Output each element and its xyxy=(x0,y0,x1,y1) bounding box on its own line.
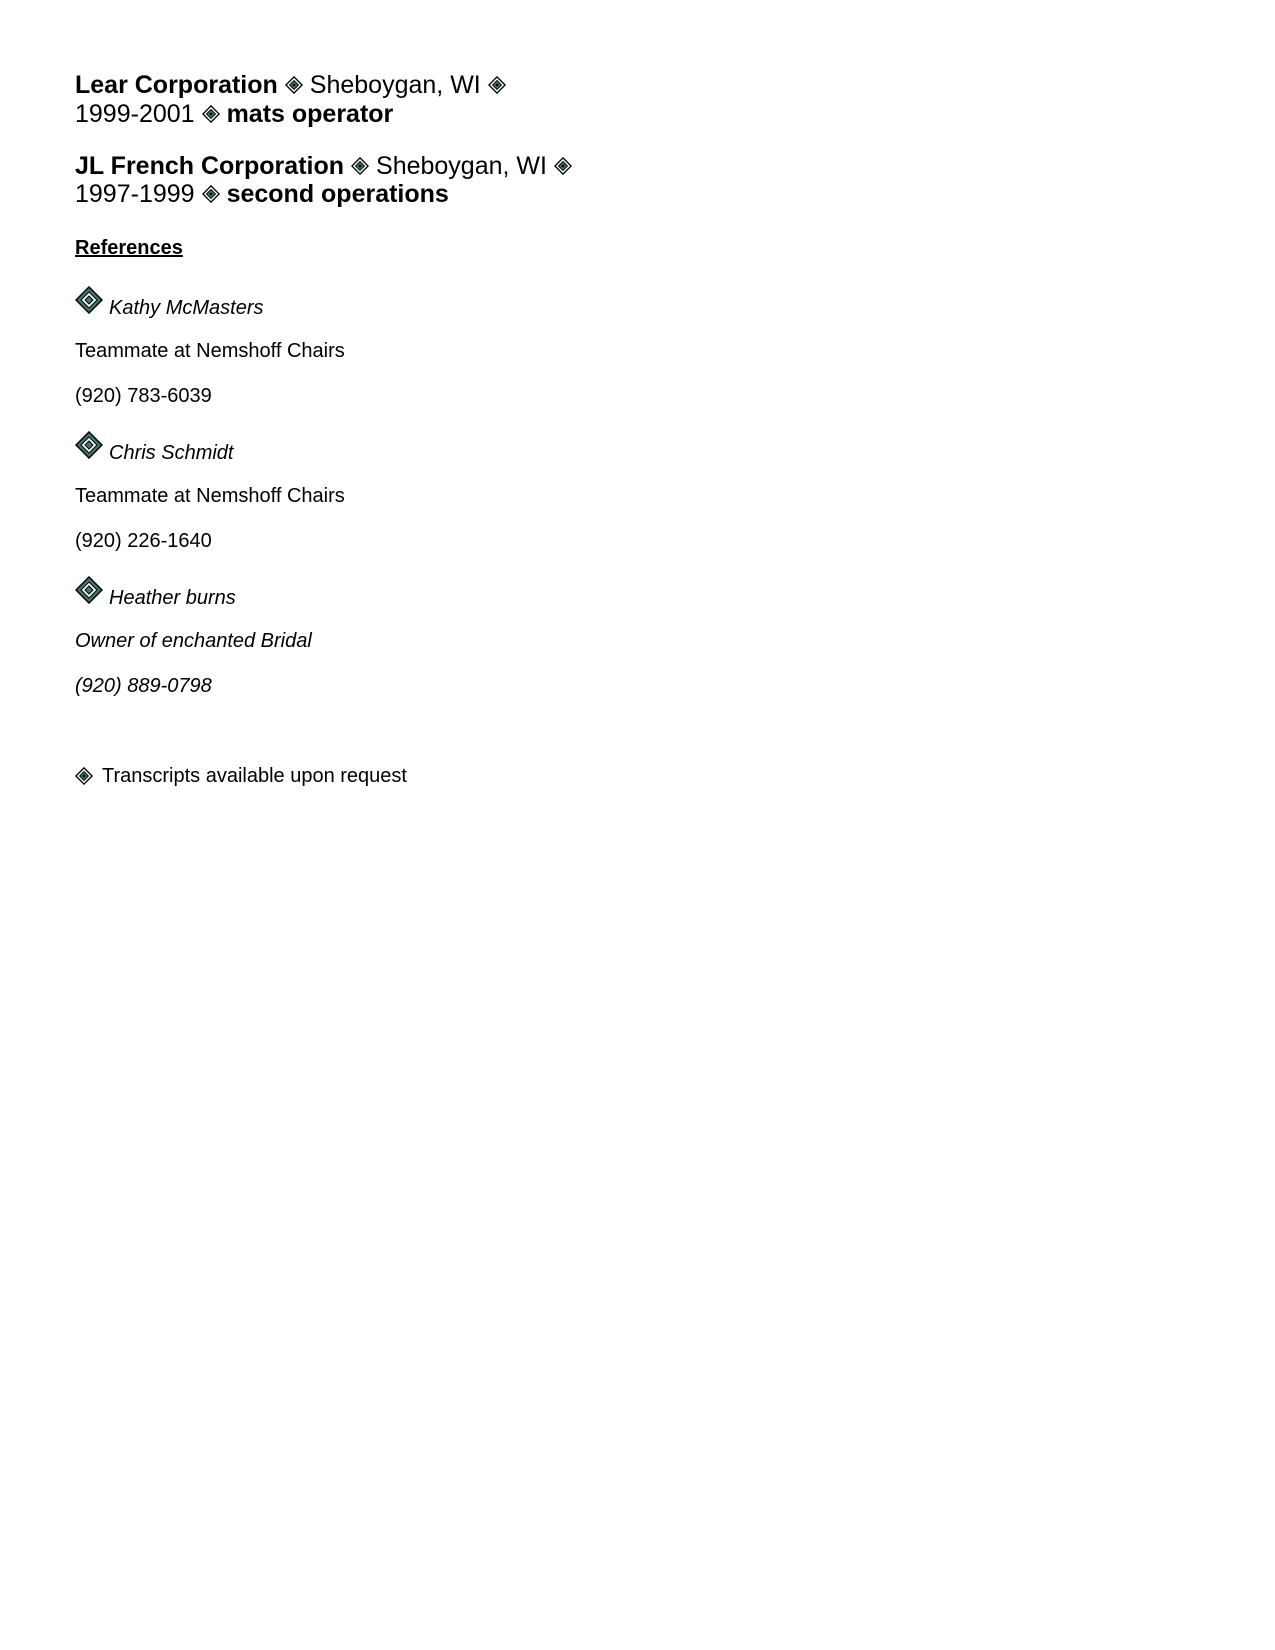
diamond-bullet-icon xyxy=(285,76,303,94)
reference-3-name-row xyxy=(75,582,236,610)
reference-relation: Teammate at Nemshoff Chairs xyxy=(75,340,345,362)
job-location: Sheboygan, WI xyxy=(309,71,481,99)
job-role: second operations xyxy=(226,180,449,208)
job-1-header xyxy=(75,70,513,100)
diamond-bullet-icon xyxy=(75,767,93,785)
diamond-bullet-icon xyxy=(202,185,220,203)
diamond-bullet-icon xyxy=(75,576,103,604)
resume-page xyxy=(75,0,1200,1650)
job-years: 1999-2001 xyxy=(75,100,195,128)
job-years: 1997-1999 xyxy=(75,180,195,208)
reference-relation: Teammate at Nemshoff Chairs xyxy=(75,485,345,507)
reference-phone: (920) 783-6039 xyxy=(75,385,212,407)
diamond-bullet-icon xyxy=(75,286,103,314)
job-company: Lear Corporation xyxy=(75,71,278,99)
diamond-bullet-icon xyxy=(554,157,572,175)
job-2-header xyxy=(75,151,579,181)
references-heading: References xyxy=(75,237,183,259)
job-role: mats operator xyxy=(226,100,394,128)
reference-name: Chris Schmidt xyxy=(109,442,234,464)
job-company: JL French Corporation xyxy=(75,152,345,180)
reference-phone: (920) 889-0798 xyxy=(75,675,212,697)
reference-1-name-row xyxy=(75,292,263,320)
job-location: Sheboygan, WI xyxy=(376,152,547,180)
reference-relation: Owner of enchanted Bridal xyxy=(75,630,312,652)
reference-name: Kathy McMasters xyxy=(109,297,264,319)
job-1-detail xyxy=(75,99,393,129)
diamond-bullet-icon xyxy=(488,76,506,94)
job-2-detail xyxy=(75,179,449,209)
reference-name: Heather burns xyxy=(109,587,236,609)
diamond-bullet-icon xyxy=(75,431,103,459)
diamond-bullet-icon xyxy=(202,105,220,123)
reference-phone: (920) 226-1640 xyxy=(75,530,212,552)
diamond-bullet-icon xyxy=(351,157,369,175)
transcripts-note-text: Transcripts available upon request xyxy=(102,765,407,787)
reference-2-name-row xyxy=(75,437,233,465)
transcripts-note xyxy=(75,764,407,788)
